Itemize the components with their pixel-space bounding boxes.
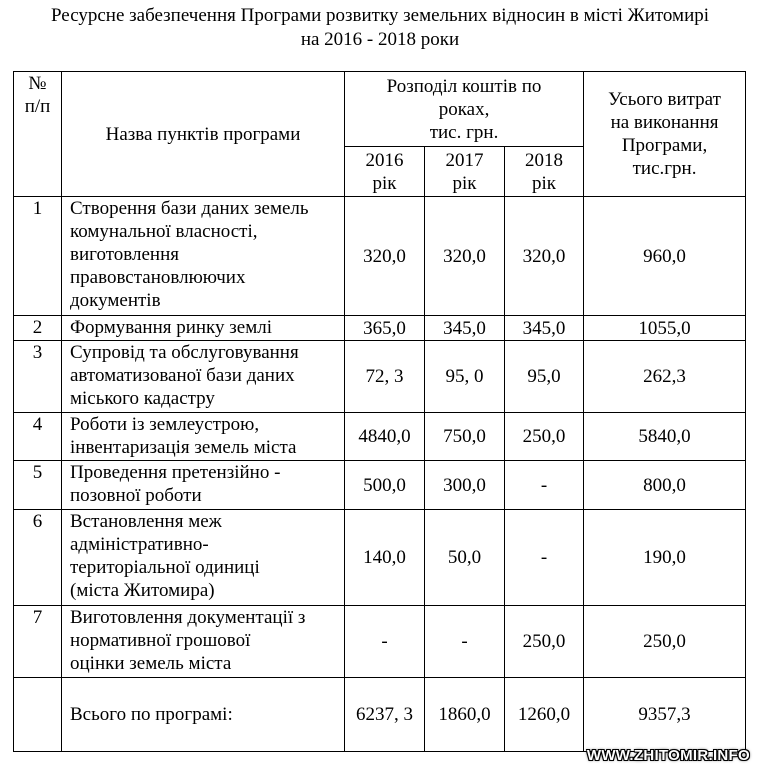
row-name: Формування ринку землі (62, 316, 345, 341)
total-value-all: 9357,3 (584, 678, 746, 752)
row-value-2016: - (345, 606, 425, 678)
row-value-2018: 345,0 (505, 316, 584, 341)
row-value-total: 800,0 (584, 461, 746, 510)
row-number: 7 (14, 606, 62, 678)
row-value-total: 5840,0 (584, 413, 746, 461)
row-value-2018: 250,0 (505, 413, 584, 461)
row-number: 6 (14, 510, 62, 606)
row-value-2017: 750,0 (425, 413, 505, 461)
row-value-2016: 365,0 (345, 316, 425, 341)
document-title (0, 4, 760, 52)
row-value-total: 960,0 (584, 197, 746, 316)
total-value-2018: 1260,0 (505, 678, 584, 752)
total-value-2016: 6237, 3 (345, 678, 425, 752)
header-year-2018: 2018 рік (505, 147, 584, 197)
table-row (14, 341, 746, 413)
row-value-2017: 320,0 (425, 197, 505, 316)
header-number: № п/п (14, 72, 62, 197)
title-line-2: на 2016 - 2018 роки (300, 29, 460, 50)
table-row (14, 606, 746, 678)
total-row (14, 678, 746, 752)
total-label: Всього по програмі: (62, 678, 345, 752)
row-name: Роботи із землеустрою, інвентаризація земель міста (62, 413, 345, 461)
site-watermark: WWW.ZHITOMIR.INFO (586, 747, 750, 764)
row-value-2018: 250,0 (505, 606, 584, 678)
row-value-total: 190,0 (584, 510, 746, 606)
row-value-2018: - (505, 461, 584, 510)
row-value-2017: 50,0 (425, 510, 505, 606)
table-row (14, 316, 746, 341)
row-name: Супровід та обслуговування автоматизованої бази даних міського кадастру (62, 341, 345, 413)
header-total: Усього витрат на виконання Програми, тис.грн. (584, 72, 746, 197)
row-value-2016: 500,0 (345, 461, 425, 510)
row-number: 5 (14, 461, 62, 510)
row-number: 3 (14, 341, 62, 413)
row-number: 1 (14, 197, 62, 316)
row-value-2016: 320,0 (345, 197, 425, 316)
row-value-2018: - (505, 510, 584, 606)
row-value-2016: 72, 3 (345, 341, 425, 413)
header-year-2016: 2016 рік (345, 147, 425, 197)
row-number: 2 (14, 316, 62, 341)
row-name: Створення бази даних земель комунальної власності, виготовлення правовстановлюючих документів (62, 197, 345, 316)
row-name: Проведення претензійно - позовної роботи (62, 461, 345, 510)
header-year-2017: 2017 рік (425, 147, 505, 197)
row-value-2016: 140,0 (345, 510, 425, 606)
table-row (14, 510, 746, 606)
row-value-2018: 95,0 (505, 341, 584, 413)
title-line-1: Ресурсне забезпечення Програми розвитку земельних відносин в місті Житомирі (50, 5, 710, 26)
row-value-total: 262,3 (584, 341, 746, 413)
row-number: 4 (14, 413, 62, 461)
row-name: Виготовлення документації з нормативної грошової оцінки земель міста (62, 606, 345, 678)
row-value-2018: 320,0 (505, 197, 584, 316)
header-distribution: Розподіл коштів по роках, тис. грн. (345, 72, 584, 147)
row-value-total: 1055,0 (584, 316, 746, 341)
total-row-number (14, 678, 62, 752)
row-value-2017: 95, 0 (425, 341, 505, 413)
table-row (14, 413, 746, 461)
row-value-2017: 300,0 (425, 461, 505, 510)
table-row (14, 197, 746, 316)
resource-table (13, 71, 746, 752)
table-row (14, 461, 746, 510)
total-value-2017: 1860,0 (425, 678, 505, 752)
row-value-2017: 345,0 (425, 316, 505, 341)
table-body (14, 197, 746, 752)
row-value-2016: 4840,0 (345, 413, 425, 461)
row-value-total: 250,0 (584, 606, 746, 678)
row-value-2017: - (425, 606, 505, 678)
header-name: Назва пунктів програми (62, 72, 345, 197)
row-name: Встановлення меж адміністративно- територіальної одиниці (міста Житомира) (62, 510, 345, 606)
